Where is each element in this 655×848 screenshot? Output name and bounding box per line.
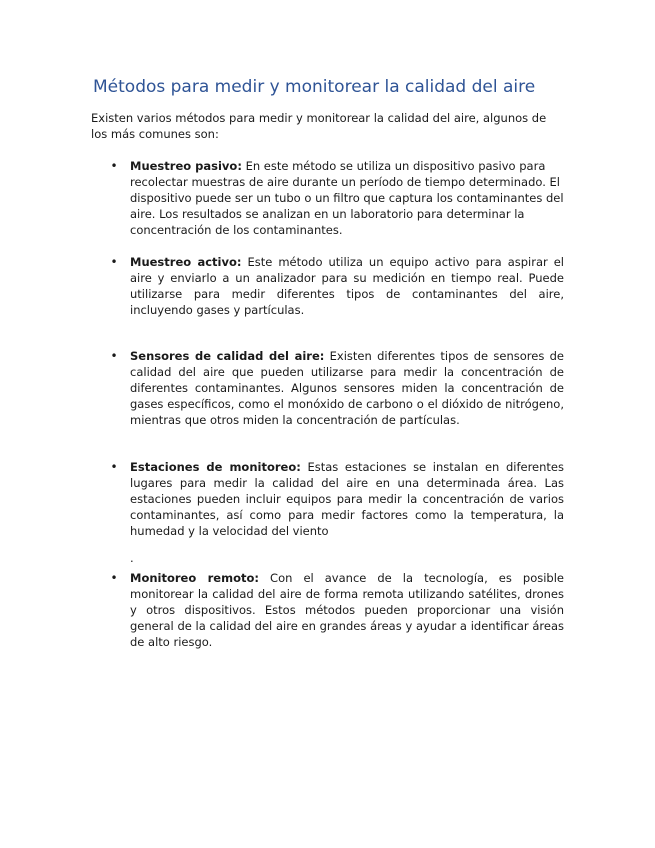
intro-paragraph: Existen varios métodos para medir y monitorear la calidad del aire, algunos de los más comunes son:	[91, 111, 547, 141]
bullet-icon: •	[110, 349, 118, 363]
list-item-estaciones	[130, 459, 564, 539]
bullet-icon: •	[110, 159, 118, 173]
list-item-term: Sensores de calidad del aire:	[130, 349, 325, 363]
list-item-term: Muestreo activo:	[130, 255, 242, 269]
list-item-text: En este método se utiliza un dispositivo pasivo para recolectar muestras de aire durante un período de tiempo determinado. El dispositivo puede ser un tubo o un filtro que captura los contaminantes del aire. Los resultados se analizan en un laboratorio para determinar la concentración de los contaminantes.	[130, 159, 564, 237]
list-item-muestreo-activo	[130, 254, 564, 318]
bullet-icon: •	[110, 255, 118, 269]
list-item-text: Con el avance de la tecnología, es posible monitorear la calidad del aire de forma remota utilizando satélites, drones y otros dispositivos. Estos métodos pueden proporcionar una visión general de la calidad del aire en grandes áreas y ayudar a identificar áreas de alto riesgo.	[130, 571, 564, 649]
list-item-text: Existen diferentes tipos de sensores de calidad del aire que pueden utilizarse para medir la concentración de diferentes contaminantes. Algunos sensores miden la concentración de gases específicos, como el monóxido de carbono o el dióxido de nitrógeno, mientras que otros miden la concentración de partículas.	[130, 349, 564, 427]
list-item-monitoreo-remoto	[130, 570, 564, 650]
list-item-term: Muestreo pasivo:	[130, 159, 242, 173]
list-item-sensores	[130, 348, 564, 428]
bullet-icon: •	[110, 460, 118, 474]
page-title: Métodos para medir y monitorear la calidad del aire	[93, 77, 536, 97]
list-item-text: Estas estaciones se instalan en diferentes lugares para medir la calidad del aire en una determinada área. Las estaciones pueden incluir equipos para medir la concentración de varios contaminantes, así como para medir factores como la temperatura, la humedad y la velocidad del viento	[130, 460, 564, 538]
stray-period: .	[130, 551, 134, 565]
bullet-icon: •	[110, 571, 118, 585]
list-item-term: Estaciones de monitoreo:	[130, 460, 301, 474]
list-item-term: Monitoreo remoto:	[130, 571, 259, 585]
list-item-text: Este método utiliza un equipo activo para aspirar el aire y enviarlo a un analizador para su medición en tiempo real. Puede utilizarse para medir diferentes tipos de contaminantes del aire, incluyendo gases y partículas.	[130, 255, 564, 317]
list-item-muestreo-pasivo	[130, 158, 564, 238]
